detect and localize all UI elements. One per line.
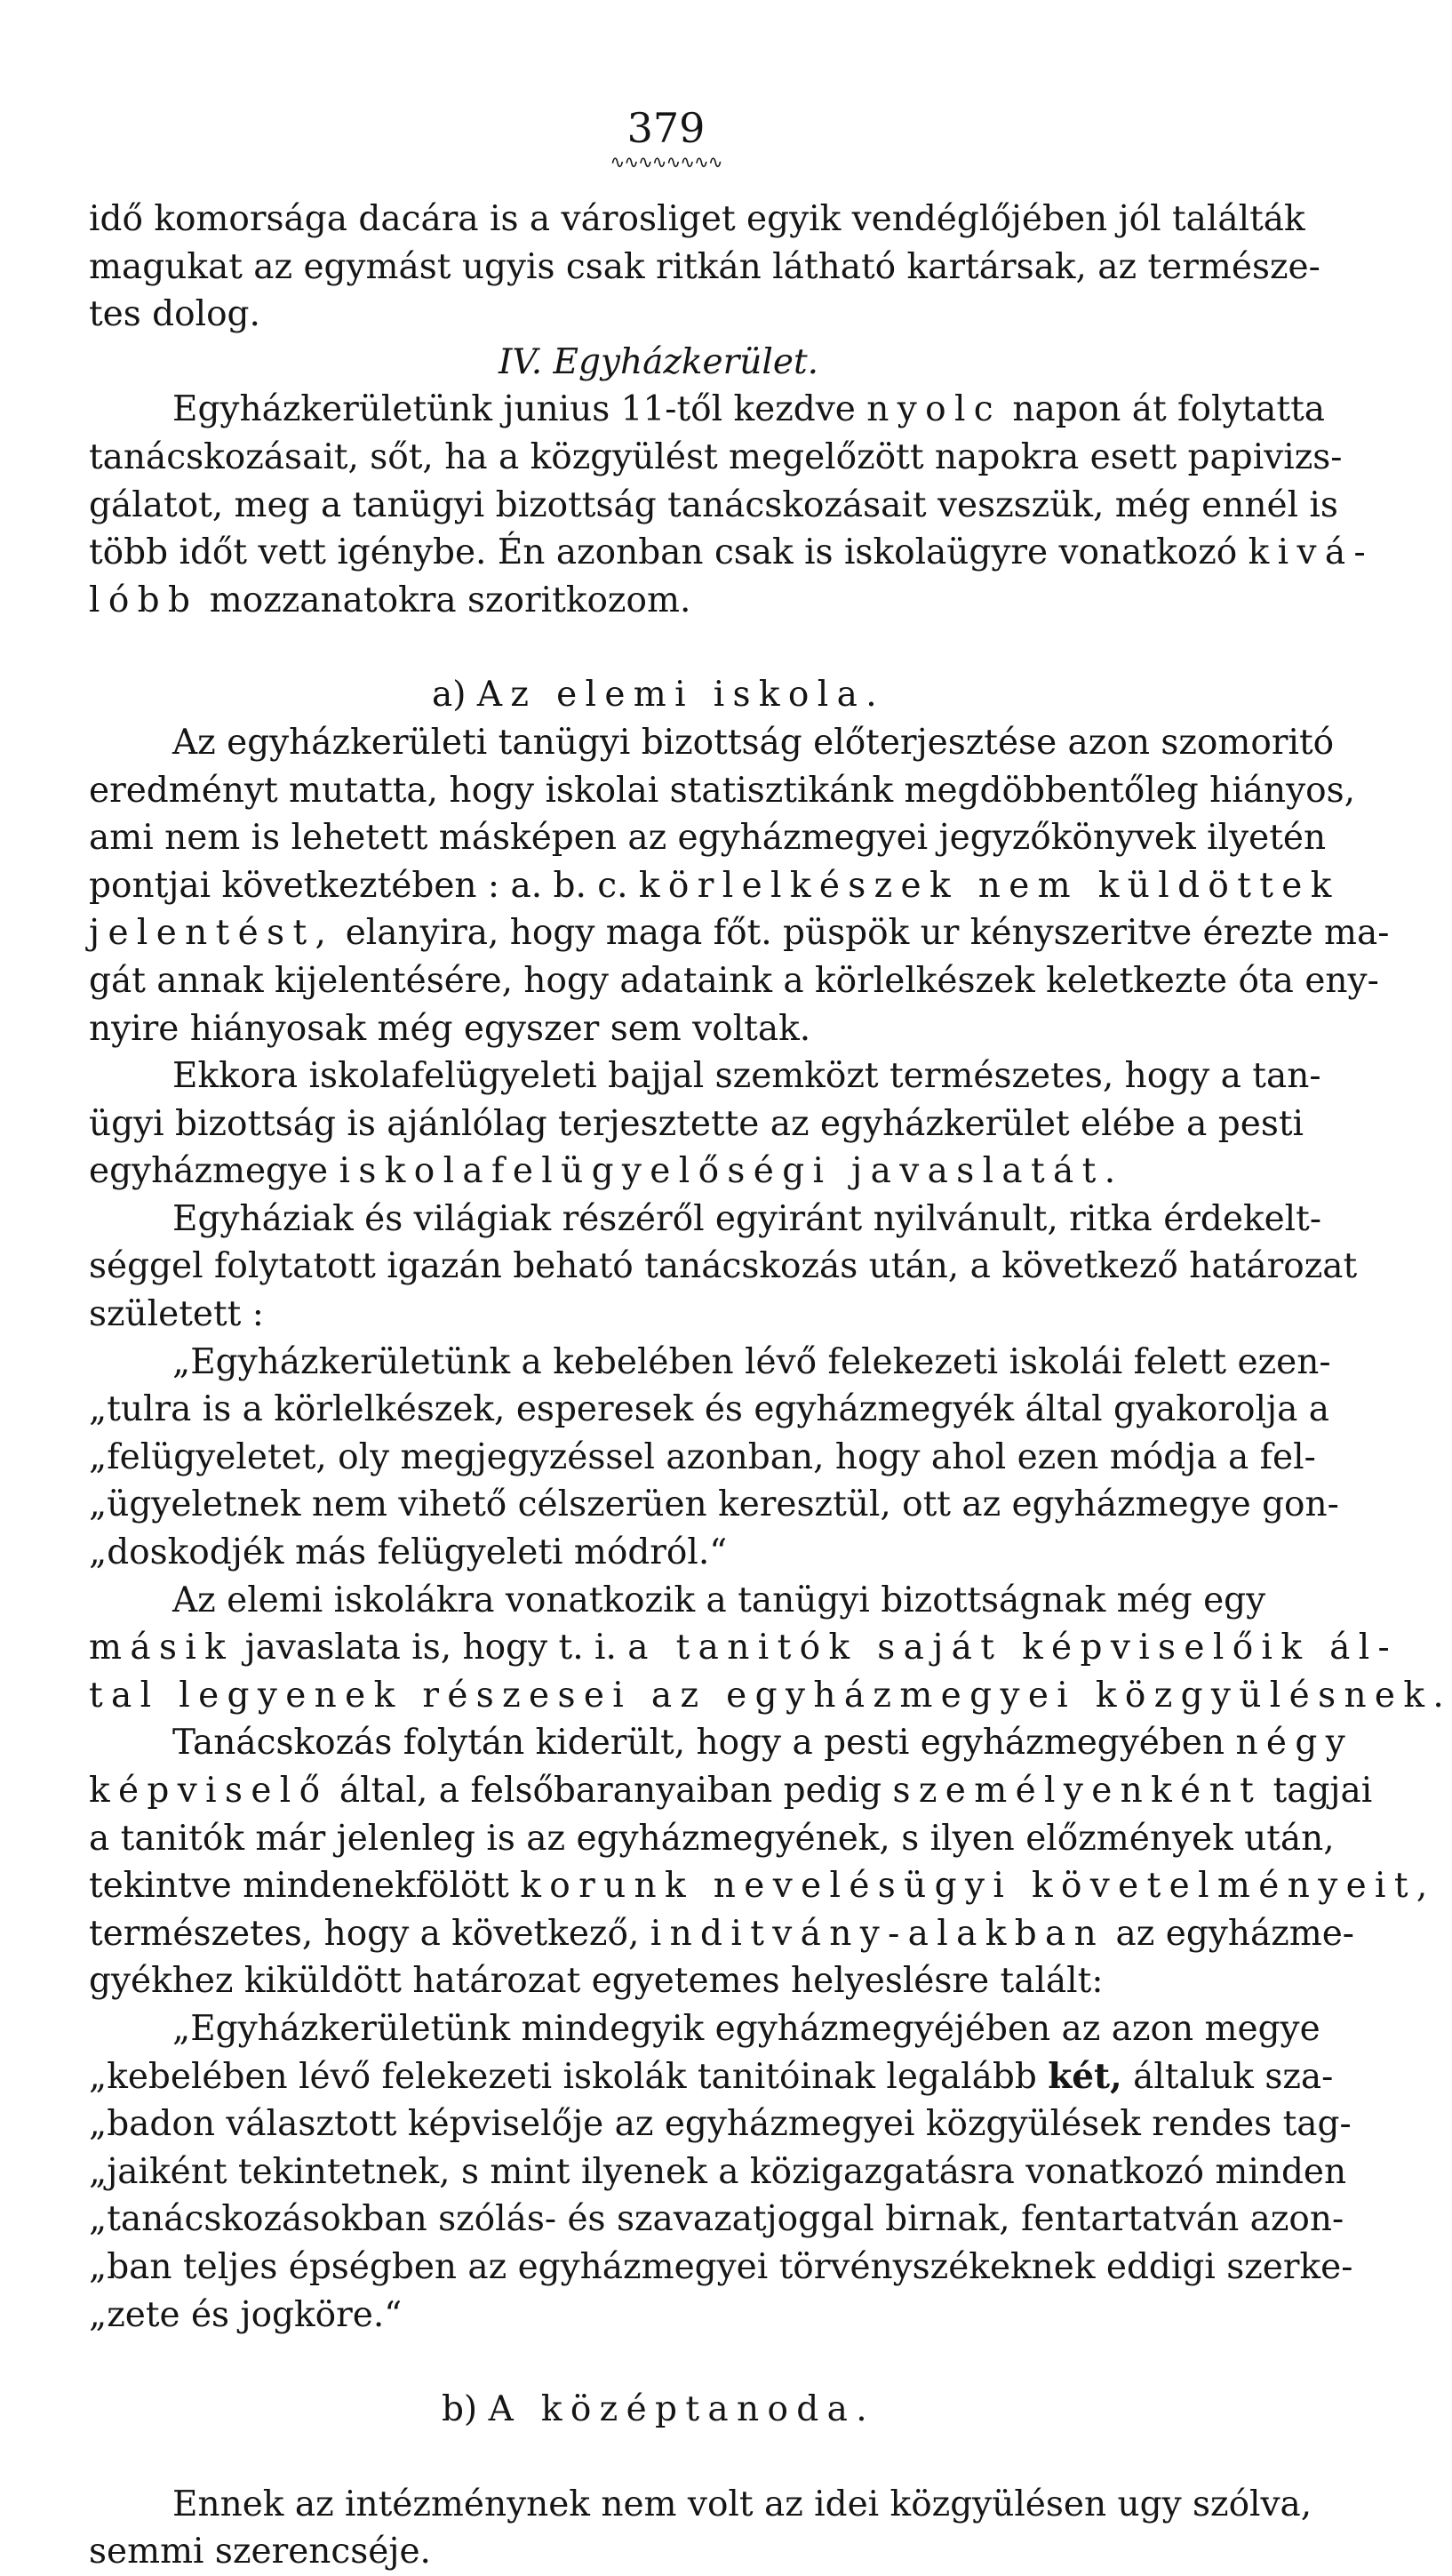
text-line	[89, 529, 1374, 577]
text-span: több időt vett igénybe. Én azonban csak is iskolaügyre vonatkozó	[89, 532, 1238, 573]
text-line: tanácskozásait, sőt, ha a közgyülést megelőzött napokra esett papivizs-	[89, 436, 1343, 477]
spaced-text: személyenként	[892, 1771, 1263, 1811]
text-line	[89, 1148, 1228, 1196]
quote-line: „felügyeletet, oly megjegyzéssel azonban, hogy ahol ezen módja a fel-	[89, 1436, 1316, 1477]
quote-line: „zete és jogköre.“	[89, 2294, 403, 2335]
text-line: séggel folytatott igazán beható tanácskozás után, a következő határozat	[89, 1246, 1358, 1287]
spaced-text: másik	[89, 1628, 235, 1668]
spaced-text: a tanitók saját képviselőik ál-	[627, 1628, 1399, 1668]
bold-text: két,	[1048, 2055, 1122, 2097]
text-line: Az egyházkerületi tanügyi bizottság előterjesztése azon szomoritó	[172, 722, 1335, 763]
spacer	[89, 2434, 1228, 2481]
text-span: tekintve mindenekfölött	[89, 1866, 509, 1907]
spaced-text: négy	[1235, 1723, 1354, 1764]
text-line: gát annak kijelentésére, hogy adataink a körlelkészek keletkezte óta eny-	[89, 960, 1379, 1001]
text-span: mozzanatokra szoritkozom.	[209, 580, 691, 620]
text-span: Tanácskozás folytán kiderült, hogy a pesti egyházmegyében	[172, 1723, 1225, 1764]
spaced-text: kivá-	[1248, 532, 1374, 573]
text-span: „kebelében lévő felekezeti iskolák tanitóinak legalább	[89, 2056, 1037, 2097]
quote-line: „Egyházkerületünk mindegyik egyházmegyéjében az azon megye	[172, 2008, 1320, 2049]
text-line: magukat az egymást ugyis csak ritkán látható kartársak, az természe-	[89, 246, 1320, 287]
text-line: nyire hiányosak még egyszer sem voltak.	[89, 1008, 811, 1049]
text-line	[89, 577, 1228, 625]
spaced-text: iskolafelügyelőségi javaslatát.	[339, 1151, 1124, 1192]
spaced-text: körlelkészek nem küldöttek	[638, 865, 1340, 906]
text-span: elanyira, hogy maga főt. püspök ur kényszeritve érezte ma-	[345, 913, 1390, 954]
quote-line: „doskodjék más felügyeleti módról.“	[89, 1532, 728, 1573]
quote-line	[89, 2053, 1334, 2101]
subsection-label: a)	[432, 675, 467, 716]
subsection-heading-b	[89, 2386, 1228, 2434]
text-line: gálatot, meg a tanügyi bizottság tanácskozásait veszszük, még ennél is	[89, 484, 1338, 525]
text-span: tagjai	[1272, 1771, 1373, 1811]
spaced-text: jelentést,	[89, 913, 335, 954]
quote-line: „ban teljes épségben az egyházmegyei törvényszékeknek eddigi szerke-	[89, 2246, 1353, 2287]
text-line: gyékhez kiküldött határozat egyetemes helyeslésre talált:	[89, 1961, 1104, 2002]
quote-line: „tanácskozásokban szólás- és szavazatjoggal birnak, fentartatván azon-	[89, 2199, 1344, 2240]
text-line: a tanitók már jelenleg is az egyházmegyének, s ilyen előzmények után,	[89, 1818, 1335, 1859]
spaced-text: lóbb	[89, 580, 199, 620]
text-line: ügyi bizottság is ajánlólag terjesztette az egyházkerület elébe a pesti	[89, 1103, 1304, 1144]
text-span: természetes, hogy a következő,	[89, 1913, 640, 1954]
text-span: egyházmegye	[89, 1151, 329, 1192]
text-line	[89, 1910, 1354, 1958]
subsection-title: Az elemi iskola.	[476, 675, 885, 716]
text-line: Az elemi iskolákra vonatkozik a tanügyi bizottságnak még egy	[172, 1580, 1266, 1620]
text-line: eredményt mutatta, hogy iskolai statisztikánk megdöbbentőleg hiányos,	[89, 770, 1356, 811]
text-line: Ekkora iskolafelügyeleti bajjal szemközt természetes, hogy a tan-	[172, 1056, 1321, 1097]
page-number: 379	[626, 104, 706, 152]
text-span: által, a felsőbaranyaiban pedig	[339, 1771, 882, 1811]
quote-line: „Egyházkerületünk a kebelében lévő felekezeti iskolái felett ezen-	[172, 1341, 1331, 1382]
text-span: javaslata is, hogy t. i.	[244, 1628, 617, 1668]
quote-line: „ügyeletnek nem vihető célszerüen keresztül, ott az egyházmegye gon-	[89, 1484, 1339, 1525]
subsection-title: A középtanoda.	[488, 2389, 876, 2430]
ornament-divider: ∿∿∿∿∿∿∿∿	[610, 151, 722, 172]
text-line	[89, 1767, 1373, 1815]
text-line	[89, 1719, 1354, 1767]
spacer	[89, 624, 1228, 671]
text-line	[89, 909, 1390, 957]
text-line	[89, 862, 1340, 910]
page-body	[89, 196, 1452, 2576]
text-span: az egyházme-	[1115, 1913, 1354, 1954]
text-line: tal legyenek részesei az egyházmegyei közgyülésnek.	[89, 1675, 1452, 1716]
text-line: Egyháziak és világiak részéről egyiránt nyilvánult, ritka érdekelt-	[172, 1198, 1321, 1239]
text-line	[89, 1862, 1436, 1910]
text-line: tes dolog.	[89, 294, 260, 335]
subsection-label: b)	[441, 2389, 478, 2430]
text-line: ami nem is lehetett másképen az egyházmegyei jegyzőkönyvek ilyetén	[89, 818, 1327, 859]
text-line: született :	[89, 1294, 264, 1335]
text-line: Ennek az intézménynek nem volt az idei közgyülésen ugy szólva,	[172, 2484, 1312, 2524]
spaced-text: korunk nevelésügyi követelményeit,	[520, 1866, 1436, 1907]
text-line	[89, 1624, 1399, 1672]
subsection-heading-a	[89, 671, 1228, 719]
text-line	[89, 386, 1325, 434]
text-span: napon át folytatta	[1012, 389, 1325, 430]
quote-line: „jaiként tekintetnek, s mint ilyenek a közigazgatásra vonatkozó minden	[89, 2151, 1347, 2192]
quote-line: „tulra is a körlelkészek, esperesek és egyházmegyék által gyakorolja a	[89, 1389, 1329, 1430]
text-span: általuk sza-	[1133, 2056, 1334, 2097]
text-line: semmi szerencséje.	[89, 2532, 431, 2572]
text-span: pontjai következtében : a. b. c.	[89, 865, 628, 906]
text-span: Egyházkerületünk junius 11-től kezdve	[172, 389, 856, 430]
spaced-text: nyolc	[866, 389, 1001, 430]
spaced-text: inditvány-alakban	[650, 1913, 1105, 1954]
text-line: idő komorsága dacára is a városliget egyik vendéglőjében jól találták	[89, 199, 1305, 239]
quote-line: „badon választott képviselője az egyházmegyei közgyülések rendes tag-	[89, 2104, 1352, 2145]
spaced-text: képviselő	[89, 1771, 329, 1811]
section-heading-iv: IV. Egyházkerület.	[498, 341, 819, 382]
spacer	[89, 2339, 1228, 2386]
